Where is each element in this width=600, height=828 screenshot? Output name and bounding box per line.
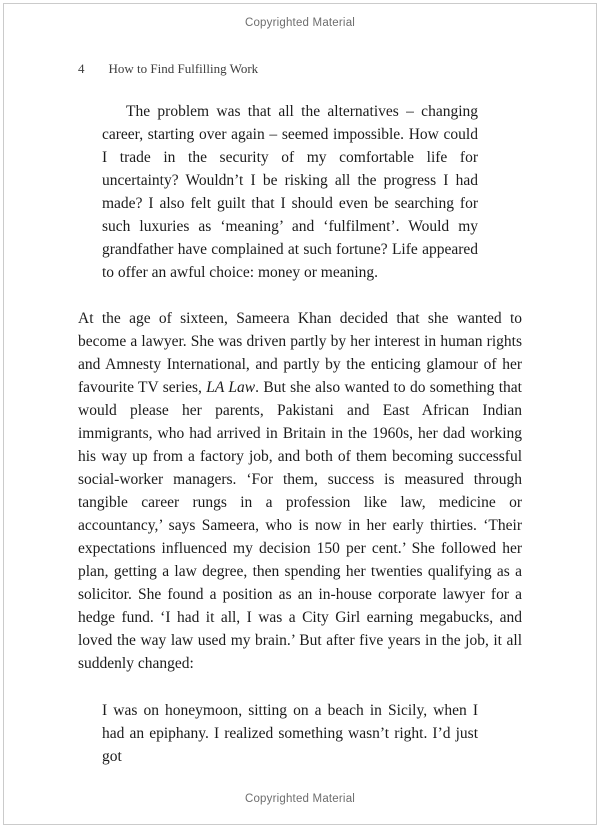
copyright-notice-bottom: Copyrighted Material: [244, 793, 356, 805]
main-paragraph-text-after-italic: . But she also wanted to do something that would please her parents, Pakistani and East African Indian immigrants, who had arrived in Britain in the 1960s, her dad working his way up from a factory job, and both of them becoming successful social-worker managers. ‘For them, success is measured through tangible career rungs in a profession like law, medicine or accountancy,’ says Sameera, who is now in her early thirties. ‘Their expectations influenced my decision 150 per cent.’ She followed her plan, getting a law degree, then spending her twenties qualifying as a solicitor. She found a position as an in-house corporate lawyer for a hedge fund. ‘I had it all, I was a City Girl earning megabucks, and loved the way law used my brain.’ But after five years in the job, it all suddenly changed:: [78, 379, 522, 672]
running-header: [78, 61, 258, 77]
main-paragraph-text-before-italic: At the age of sixteen, Sameera Khan decided that she wanted to become a lawyer. She was driven partly by her interest in human rights and Amnesty International, and partly by the enticing glamour of her favourite TV series,: [78, 310, 522, 396]
main-paragraph: [78, 307, 522, 675]
page-number: 4: [78, 61, 85, 76]
copyright-notice-top: Copyrighted Material: [244, 17, 356, 29]
page-body: [78, 100, 522, 768]
blockquote-2: I was on honeymoon, sitting on a beach in Sicily, when I had an epiphany. I realized something wasn’t right. I’d just got: [102, 702, 478, 765]
blockquote-1: The problem was that all the alternatives – changing career, starting over again – seemed impossible. How could I trade in the security of my comfortable life for uncertainty? Wouldn’t I be risking all the progress I had made? I also felt guilt that I should even be searching for such luxuries as ‘meaning’ and ‘fulfilment’. Would my grandfather have complained at such fortune? Life appeared to offer an awful choice: money or meaning.: [102, 103, 478, 281]
running-header-title: How to Find Fulfilling Work: [108, 61, 259, 76]
tv-series-title-italic: LA Law: [206, 379, 256, 396]
